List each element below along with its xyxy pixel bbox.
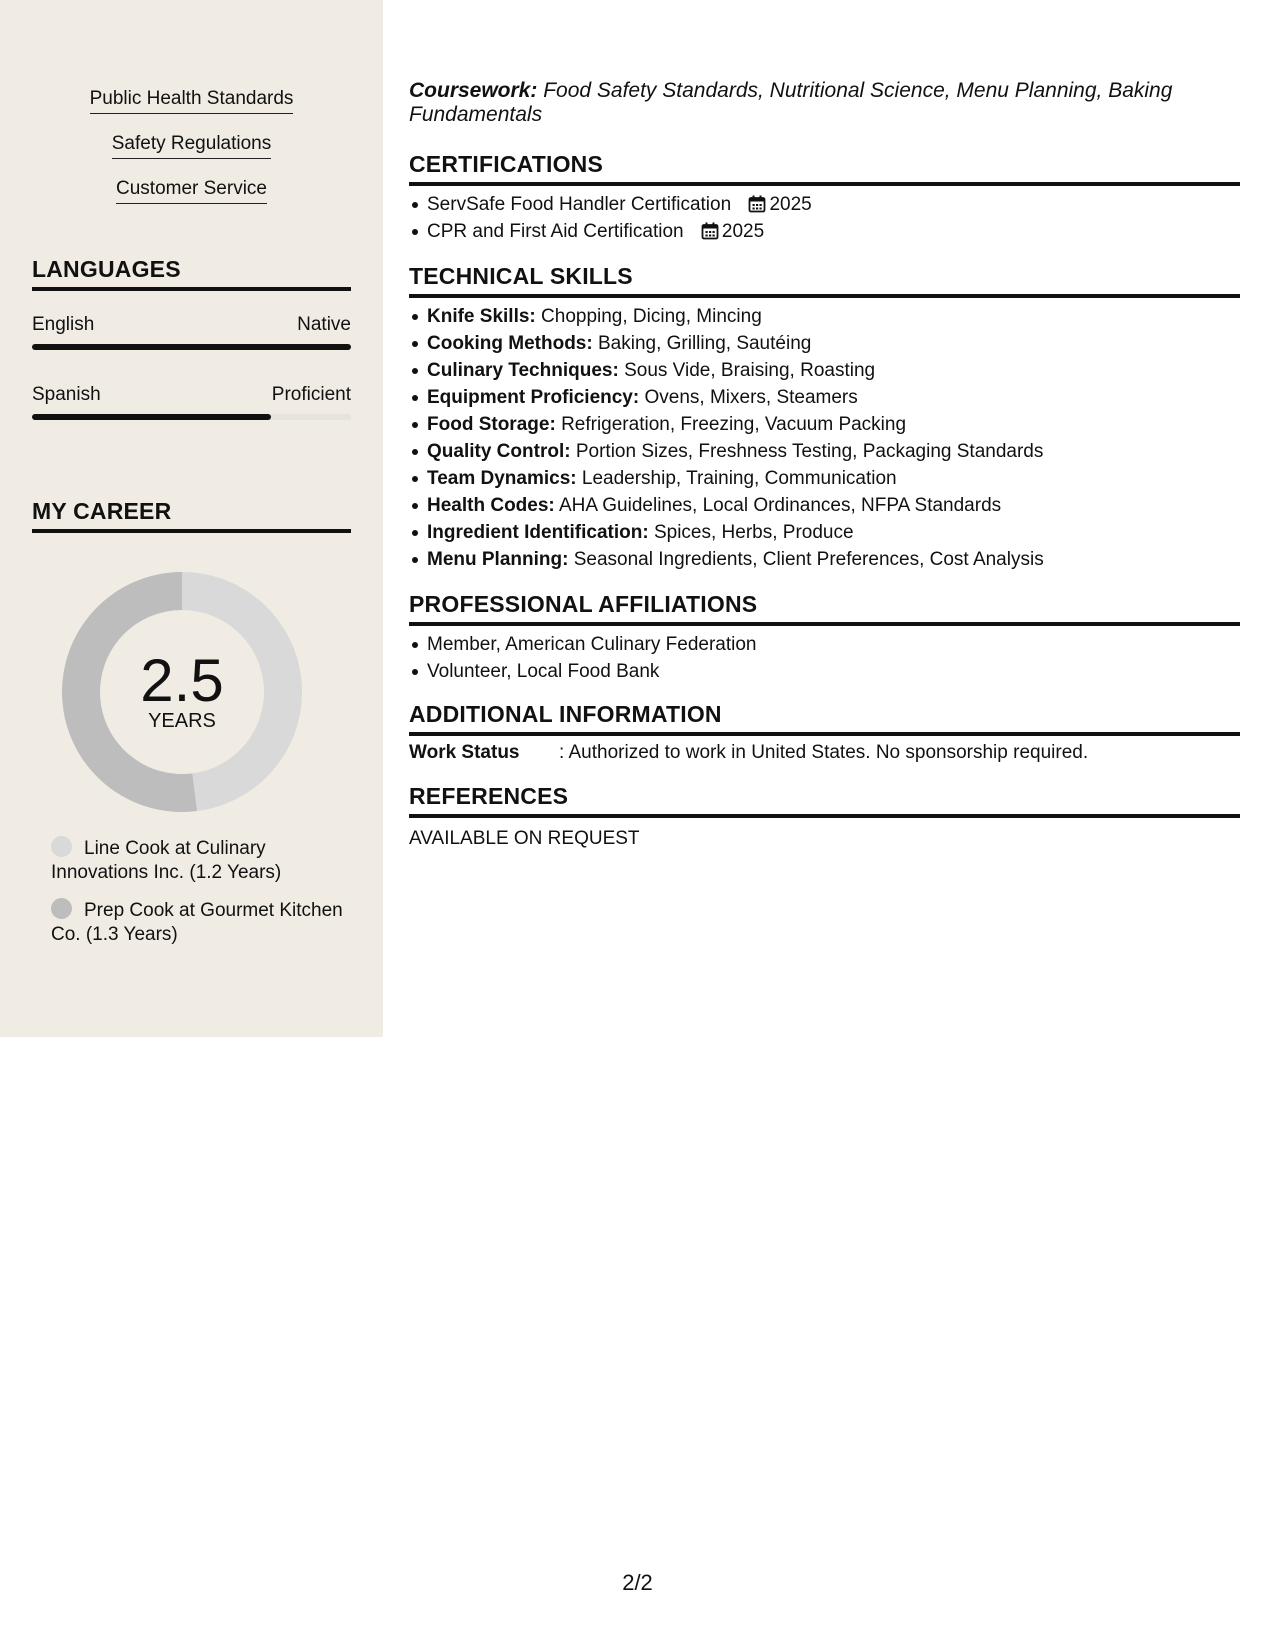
language-name: Spanish	[32, 384, 101, 405]
legend-swatch	[51, 898, 72, 919]
page-number: 2/2	[622, 1570, 653, 1595]
calendar-icon	[748, 195, 766, 213]
skill-item: Safety Regulations	[0, 133, 383, 159]
coursework-text: Food Safety Standards, Nutritional Science, Menu Planning, Baking Fundamentals	[409, 79, 1173, 126]
technical-skill-item: Health Codes: AHA Guidelines, Local Ordinances, NFPA Standards	[427, 492, 1258, 519]
language-bar-fill	[32, 414, 271, 420]
donut-center	[62, 572, 302, 812]
technical-skill-item: Quality Control: Portion Sizes, Freshness Testing, Packaging Standards	[427, 438, 1258, 465]
references-heading: REFERENCES	[409, 783, 1240, 818]
coursework	[409, 79, 1240, 127]
technical-skills-list	[409, 303, 1258, 573]
technical-skill-item: Knife Skills: Chopping, Dicing, Mincing	[427, 303, 1258, 330]
skill-item: Customer Service	[0, 178, 383, 204]
additional-info-heading: ADDITIONAL INFORMATION	[409, 701, 1240, 736]
certification-name: CPR and First Aid Certification	[427, 221, 684, 242]
career-legend-item	[51, 898, 351, 947]
certifications-heading: CERTIFICATIONS	[409, 151, 1240, 186]
technical-skill-item: Culinary Techniques: Sous Vide, Braising, Roasting	[427, 357, 1258, 384]
language-bar	[32, 414, 351, 420]
references-text: AVAILABLE ON REQUEST	[409, 828, 640, 849]
certifications-list	[409, 191, 1258, 245]
affiliations-heading: PROFESSIONAL AFFILIATIONS	[409, 591, 1240, 626]
certification-year: 2025	[721, 221, 765, 242]
legend-swatch	[51, 836, 72, 857]
career-total-years: 2.5	[140, 647, 224, 714]
career-legend-item	[51, 836, 351, 885]
sidebar	[0, 0, 383, 1037]
work-status-row	[409, 742, 1240, 764]
language-level: Native	[297, 314, 351, 335]
language-bar	[32, 344, 351, 350]
technical-skill-item: Menu Planning: Seasonal Ingredients, Client Preferences, Cost Analysis	[427, 546, 1258, 573]
language-name: English	[32, 314, 95, 335]
technical-skill-item: Team Dynamics: Leadership, Training, Communication	[427, 465, 1258, 492]
certification-item	[427, 191, 1258, 218]
skill-item: Public Health Standards	[0, 88, 383, 114]
certification-name: ServSafe Food Handler Certification	[427, 194, 732, 215]
language-bar-fill	[32, 344, 351, 350]
affiliations-list	[409, 631, 1258, 685]
legend-label: Line Cook at Culinary Innovations Inc. (1.2 Years)	[51, 838, 282, 883]
technical-skills-heading: TECHNICAL SKILLS	[409, 263, 1240, 298]
languages-heading: LANGUAGES	[32, 256, 351, 291]
career-donut-chart	[62, 572, 302, 812]
career-heading: MY CAREER	[32, 498, 351, 533]
technical-skill-item: Food Storage: Refrigeration, Freezing, Vacuum Packing	[427, 411, 1258, 438]
certification-item	[427, 218, 1258, 245]
work-status-value: : Authorized to work in United States. No sponsorship required.	[559, 742, 1089, 763]
calendar-icon	[701, 222, 719, 240]
affiliation-item: Volunteer, Local Food Bank	[427, 658, 1258, 685]
certification-year: 2025	[769, 194, 812, 215]
affiliation-item: Member, American Culinary Federation	[427, 631, 1258, 658]
technical-skill-item: Ingredient Identification: Spices, Herbs, Produce	[427, 519, 1258, 546]
technical-skill-item: Equipment Proficiency: Ovens, Mixers, Steamers	[427, 384, 1258, 411]
career-total-unit: YEARS	[148, 710, 216, 732]
technical-skill-item: Cooking Methods: Baking, Grilling, Sautéing	[427, 330, 1258, 357]
work-status-label: Work Status	[409, 742, 520, 763]
legend-label: Prep Cook at Gourmet Kitchen Co. (1.3 Years)	[51, 900, 343, 945]
coursework-label: Coursework:	[409, 79, 538, 102]
language-level: Proficient	[271, 384, 351, 405]
